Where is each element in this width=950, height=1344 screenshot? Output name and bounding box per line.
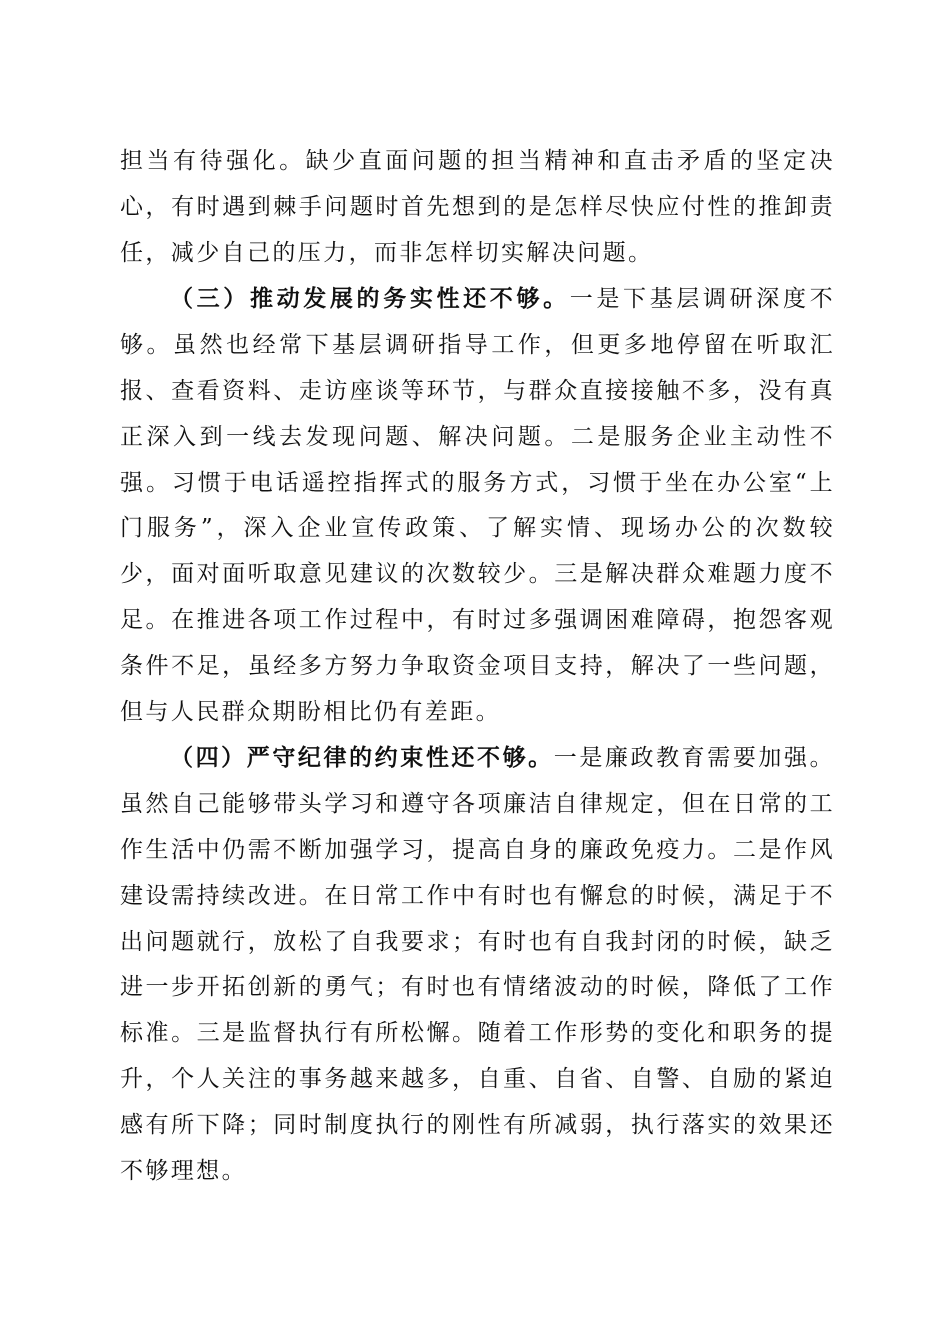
paragraph-2-text: 一是下基层调研深度不够。虽然也经常下基层调研指导工作，但更多地停留在听取汇报、查看资料、走访座谈等环节，与群众直接接触不多，没有真正深入到一线去发现问题、解决问题。二是服务企业主动性不强。习惯于电话遥控指挥式的服务方式，习惯于坐在办公室“上门服务”，深入企业宣传政策、了解实情、现场办公的次数较少，面对面听取意见建议的次数较少。三是解决群众难题力度不足。在推进各项工作过程中，有时过多强调困难障碍，抱怨客观条件不足，虽经多方努力争取资金项目支持，解决了一些问题，但与人民群众期盼相比仍有差距。	[120, 286, 835, 725]
paragraph-1	[120, 138, 835, 276]
paragraph-1-text: 担当有待强化。缺少直面问题的担当精神和直击矛盾的坚定决心，有时遇到棘手问题时首先想到的是怎样尽快应付性的推卸责任，减少自己的压力，而非怎样切实解决问题。	[120, 148, 835, 266]
paragraph-3-heading: （四）严守纪律的约束性还不够。	[170, 744, 554, 772]
paragraph-3-text: 一是廉政教育需要加强。虽然自己能够带头学习和遵守各项廉洁自律规定，但在日常的工作生活中仍需不断加强学习，提高自身的廉政免疫力。二是作风建设需持续改进。在日常工作中有时也有懈怠的时候，满足于不出问题就行，放松了自我要求；有时也有自我封闭的时候，缺乏进一步开拓创新的勇气；有时也有情绪波动的时候，降低了工作标准。三是监督执行有所松懈。随着工作形势的变化和职务的提升，个人关注的事务越来越多，自重、自省、自警、自励的紧迫感有所下降；同时制度执行的刚性有所减弱，执行落实的效果还不够理想。	[120, 745, 836, 1184]
paragraph-3	[120, 735, 835, 1194]
document-body	[120, 138, 835, 1194]
paragraph-2-heading: （三）推动发展的务实性还不够。	[170, 285, 570, 313]
paragraph-2	[120, 276, 835, 735]
